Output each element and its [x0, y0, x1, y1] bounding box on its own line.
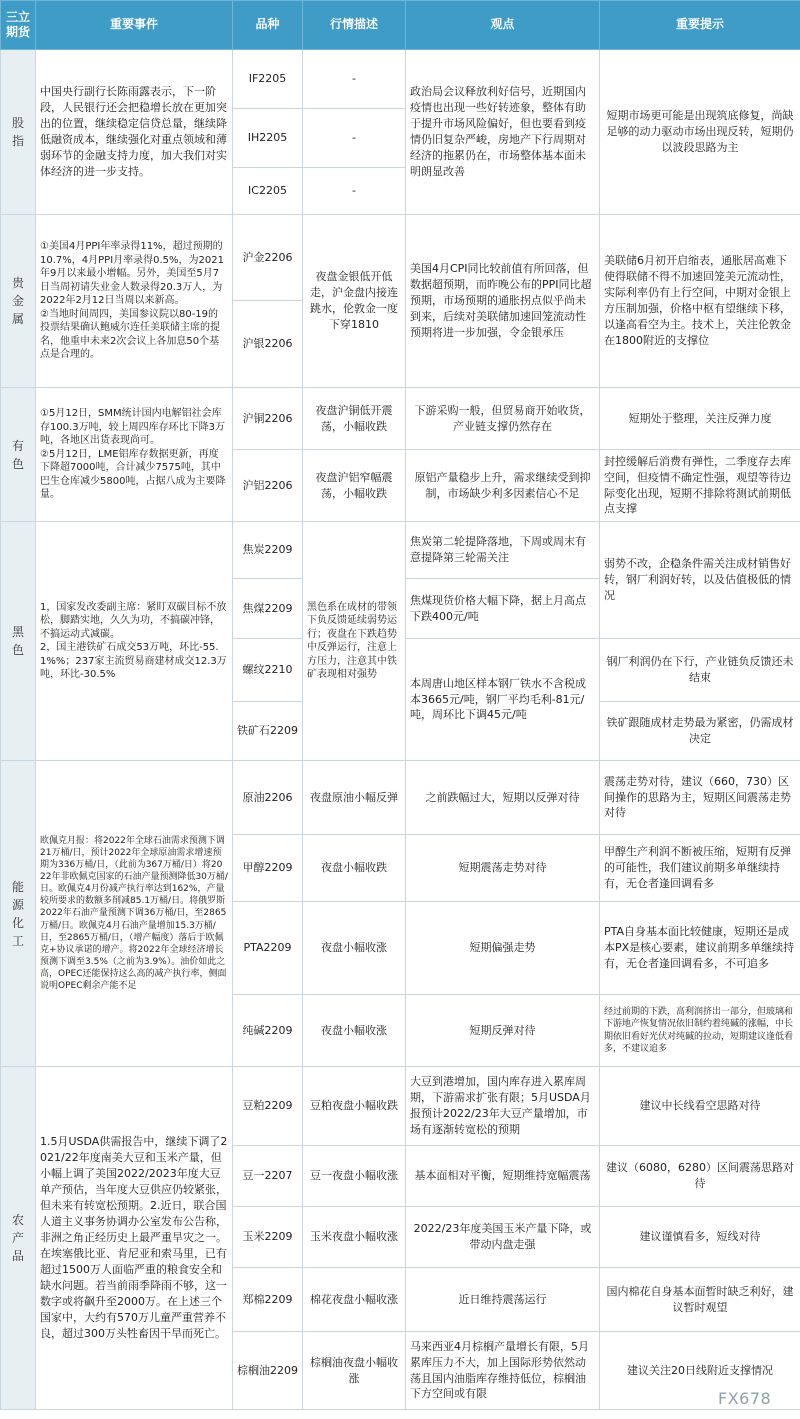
desc-cell: 夜盘原油小幅反弹	[303, 761, 406, 835]
view-cell: 近日维持震荡运行	[406, 1268, 600, 1332]
product-cell: 棕榈油2209	[233, 1332, 303, 1410]
desc-cell: 夜盘小幅收跌	[303, 835, 406, 902]
event-cell: 1，国家发改委副主席：紧盯双碳目标不放松，脚踏实地，久久为功，不搞碳冲锋，不搞运动式减碳。 2，国主港铁矿石成交53万吨，环比-55.1%%；237家主流贸易商建材成交12.3万吨，环比-30.5%	[36, 522, 233, 761]
tip-cell: 弱势不改，企稳条件需关注成材销售好转，钢厂利润好转，以及估值极低的情况	[600, 522, 800, 639]
tip-cell: 美联储6月初开启缩表，通胀居高难下使得联储不得不加速回笼美元流动性，实际利率仍有上行空间，中期对金银上方压制加强，价格中枢有望继续下移，以逢高看空为主。技术上，关注伦敦金在1800附近的支撑位	[600, 215, 800, 388]
table-row	[1, 1067, 800, 1146]
product-cell: 沪铝2206	[233, 450, 303, 522]
desc-cell: -	[303, 168, 406, 215]
view-cell: 下游采购一般，但贸易商开始收货，产业链支撑仍然存在	[406, 388, 600, 450]
event-cell: 1.5月USDA供需报告中，继续下调了2021/22年度南美大豆和玉米产量，但小幅上调了美国2022/2023年度大豆单产预估，当年度大豆供应仍较紧张，但未来有转宽松预期。2.近日，联合国人道主义事务协调办公室发布公告称，非洲之角正经历史上最严重旱灾之一。在埃塞俄比亚、肯尼亚和索马里，已有超过1500万人面临严重的粮食安全和缺水问题。若当前雨季降雨不够，这一数字或将飙升至2000万。在上述三个国家中，大约有570万儿童严重营养不良，超过300万头牲畜因干旱而死亡。	[36, 1067, 233, 1410]
tip-cell: 封控缓解后消费有弹性，二季度存去库空间，但疫情不确定性强，观望等待边际变化出现，短期不排除将测试前期低点支撑	[600, 450, 800, 522]
view-cell: 2022/23年度美国玉米产量下降，或带动内盘走强	[406, 1207, 600, 1268]
section-precious: 贵 金 属	[1, 215, 36, 388]
desc-cell: 棉花夜盘小幅收涨	[303, 1268, 406, 1332]
view-cell: 原铝产量稳步上升，需求继续受到抑制，市场缺少利多因素信心不足	[406, 450, 600, 522]
product-cell: 甲醇2209	[233, 835, 303, 902]
table-row	[1, 522, 800, 579]
tip-cell: 铁矿跟随成材走势最为紧密，仍需成材决定	[600, 702, 800, 761]
view-cell: 大豆到港增加，国内库存进入累库周期，下游需求扩张有限；5月USDA月报预计2022/23年大豆产量增加，市场有逐渐转宽松的预期	[406, 1067, 600, 1146]
header-view: 观点	[406, 1, 600, 50]
desc-cell: -	[303, 50, 406, 109]
tip-cell: PTA自身基本面比较健康，短期还是成本PX是核心要素，建议前期多单继续持有，无仓者逢回调看多，不可追多	[600, 902, 800, 995]
section-nonferrous: 有 色	[1, 388, 36, 522]
tip-cell: 钢厂利润仍在下行，产业链负反馈还未结束	[600, 639, 800, 702]
product-cell: 原油2206	[233, 761, 303, 835]
view-cell: 短期震荡走势对待	[406, 835, 600, 902]
desc-cell: 棕榈油夜盘小幅收涨	[303, 1332, 406, 1410]
watermark: FX678	[718, 1389, 772, 1408]
tip-cell: 短期处于整理，关注反弹力度	[600, 388, 800, 450]
product-cell: 沪金2206	[233, 215, 303, 301]
view-cell: 本周唐山地区样本钢厂铁水不含税成本3665元/吨，钢厂平均毛利-81元/吨，周环比下调45元/吨	[406, 639, 600, 761]
table-row	[1, 388, 800, 450]
product-cell: 郑棉2209	[233, 1268, 303, 1332]
event-cell: ①5月12日，SMM统计国内电解铝社会库存100.3万吨，较上周四库存环比下降3万吨，各地区出货表现尚可。 ②5月12日，LME铝库存数据更新，再度下降超7000吨，合计减少7575吨，其中巴生仓库减少5800吨，占据八成为主要降量。	[36, 388, 233, 522]
section-stock: 股 指	[1, 50, 36, 215]
product-cell: 焦煤2209	[233, 579, 303, 639]
view-cell: 基本面相对平衡，短期维持宽幅震荡	[406, 1146, 600, 1207]
tip-cell: 震荡走势对待，建议（660，730）区间操作的思路为主，短期区间震荡走势对待	[600, 761, 800, 835]
header-desc: 行情描述	[303, 1, 406, 50]
view-cell: 短期反弹对待	[406, 995, 600, 1067]
header-product: 品种	[233, 1, 303, 50]
product-cell: IF2205	[233, 50, 303, 109]
header-event: 重要事件	[36, 1, 233, 50]
view-cell: 短期偏强走势	[406, 902, 600, 995]
event-cell: 中国央行副行长陈雨露表示，下一阶段，人民银行还会把稳增长放在更加突出的位置，继续稳定信贷总量，继续降低融资成本，继续强化对重点领域和薄弱环节的金融支持力度，加大我们对实体经济的进一步支持。	[36, 50, 233, 215]
desc-cell: -	[303, 109, 406, 168]
product-cell: 豆一2207	[233, 1146, 303, 1207]
product-cell: 玉米2209	[233, 1207, 303, 1268]
product-cell: 豆粕2209	[233, 1067, 303, 1146]
view-cell: 焦煤现货价格大幅下降，据上月高点下跌400元/吨	[406, 579, 600, 639]
section-black: 黑 色	[1, 522, 36, 761]
view-cell: 美国4月CPI同比较前值有所回落，但数据超预期，而昨晚公布的PPI同比超预期，市场预期的通胀拐点似乎尚未到来，后续对美联储加速回笼流动性预期将进一步加强，令金银承压	[406, 215, 600, 388]
tip-cell: 经过前期的下跌，高利润挤出一部分，但玻璃和下游地产恢复情况依旧制约着纯碱的涨幅，中长期依旧看好光伏对纯碱的拉动，短期建议逢低看多，不建议追多	[600, 995, 800, 1067]
tip-cell: 建议关注20日线附近支撑情况	[600, 1332, 800, 1410]
table-row	[1, 761, 800, 835]
view-cell: 之前跌幅过大，短期以反弹对待	[406, 761, 600, 835]
event-cell: 欧佩克月报：将2022年全球石油需求预测下调21万桶/日，预计2022年全球原油需求增速预期为336万桶/日，（此前为367万桶/日）将2022年非欧佩克国家的石油产量预测降低30万桶/日。欧佩克4月份减产执行率达到162%，产量较所要求的数额多削减85.1万桶/日。将俄罗斯2022年石油产量预测下调36万桶/日，至2865万桶/日。欧佩克4月石油产量增加15.3万桶/日，至2865万桶/日，（增产幅度）落后于欧佩克+协议承诺的增产。将2022年全球经济增长预测下调至3.5%（之前为3.9%）。油价如此之高，OPEC还能保持这么高的减产执行率，侧面说明OPEC剩余产能不足	[36, 761, 233, 1067]
product-cell: 铁矿石2209	[233, 702, 303, 761]
tip-cell: 甲醇生产利润不断被压缩，短期有反弹的可能性，我们建议前期多单继续持有，无仓者逢回调看多	[600, 835, 800, 902]
view-cell: 马来西亚4月棕榈产量增长有限，5月累库压力不大，加上国际形势依然动荡且国内油脂库存维持低位，棕榈油下方空间或有限	[406, 1332, 600, 1410]
desc-cell: 夜盘沪铜低开震荡，小幅收跌	[303, 388, 406, 450]
tip-cell: 建议谨慎看多，短线对待	[600, 1207, 800, 1268]
header-company: 三立期货	[1, 1, 36, 50]
desc-cell: 玉米夜盘小幅收涨	[303, 1207, 406, 1268]
desc-cell: 夜盘金银低开低走，沪金盘内接连跳水，伦敦金一度下穿1810	[303, 215, 406, 388]
desc-cell: 夜盘小幅收涨	[303, 902, 406, 995]
tip-cell: 建议（6080，6280）区间震荡思路对待	[600, 1146, 800, 1207]
desc-cell: 黑色系在成材的带领下负反馈延续弱势运行；夜盘在下跌趋势中反弹运行，注意上方压力，注意其中铁矿表现相对强势	[303, 522, 406, 761]
tip-cell: 短期市场更可能是出现筑底修复，尚缺足够的动力驱动市场出现反转，短期仍以波段思路为主	[600, 50, 800, 215]
product-cell: 沪铜2206	[233, 388, 303, 450]
product-cell: IH2205	[233, 109, 303, 168]
view-cell: 焦炭第二轮提降落地，下周或周末有意提降第三轮需关注	[406, 522, 600, 579]
product-cell: 沪银2206	[233, 301, 303, 388]
event-cell: ①美国4月PPI年率录得11%，超过预期的10.7%，4月PPI月率录得0.5%，为2021年9月以来最小增幅。另外，美国至5月7日当周初请失业金人数录得20.3万人，为2022年2月12日当周以来新高。 ②当地时间周四，美国参议院以80-19的投票结果确认鲍威尔连任美联储主席的提名，他重申未来2次会议上各加息50个基点是合理的。	[36, 215, 233, 388]
product-cell: 纯碱2209	[233, 995, 303, 1067]
table-row	[1, 215, 800, 301]
desc-cell: 夜盘沪铝窄幅震荡，小幅收跌	[303, 450, 406, 522]
header-tip: 重要提示	[600, 1, 800, 50]
product-cell: PTA2209	[233, 902, 303, 995]
product-cell: 焦炭2209	[233, 522, 303, 579]
product-cell: IC2205	[233, 168, 303, 215]
section-energy: 能 源 化 工	[1, 761, 36, 1067]
desc-cell: 豆粕夜盘小幅收跌	[303, 1067, 406, 1146]
table-row	[1, 50, 800, 109]
tip-cell: 建议中长线看空思路对待	[600, 1067, 800, 1146]
section-agri: 农 产 品	[1, 1067, 36, 1410]
desc-cell: 豆一夜盘小幅收涨	[303, 1146, 406, 1207]
view-cell: 政治局会议释放利好信号，近期国内疫情也出现一些好转迹象，整体有助于提升市场风险偏好，但也要看到疫情仍旧复杂严峻，房地产下行周期对经济的拖累仍在，市场整体基本面未明朗显改善	[406, 50, 600, 215]
product-cell: 螺纹2210	[233, 639, 303, 702]
header-row	[1, 1, 800, 50]
tip-cell: 国内棉花自身基本面暂时缺乏利好，建议暂时观望	[600, 1268, 800, 1332]
desc-cell: 夜盘小幅收涨	[303, 995, 406, 1067]
